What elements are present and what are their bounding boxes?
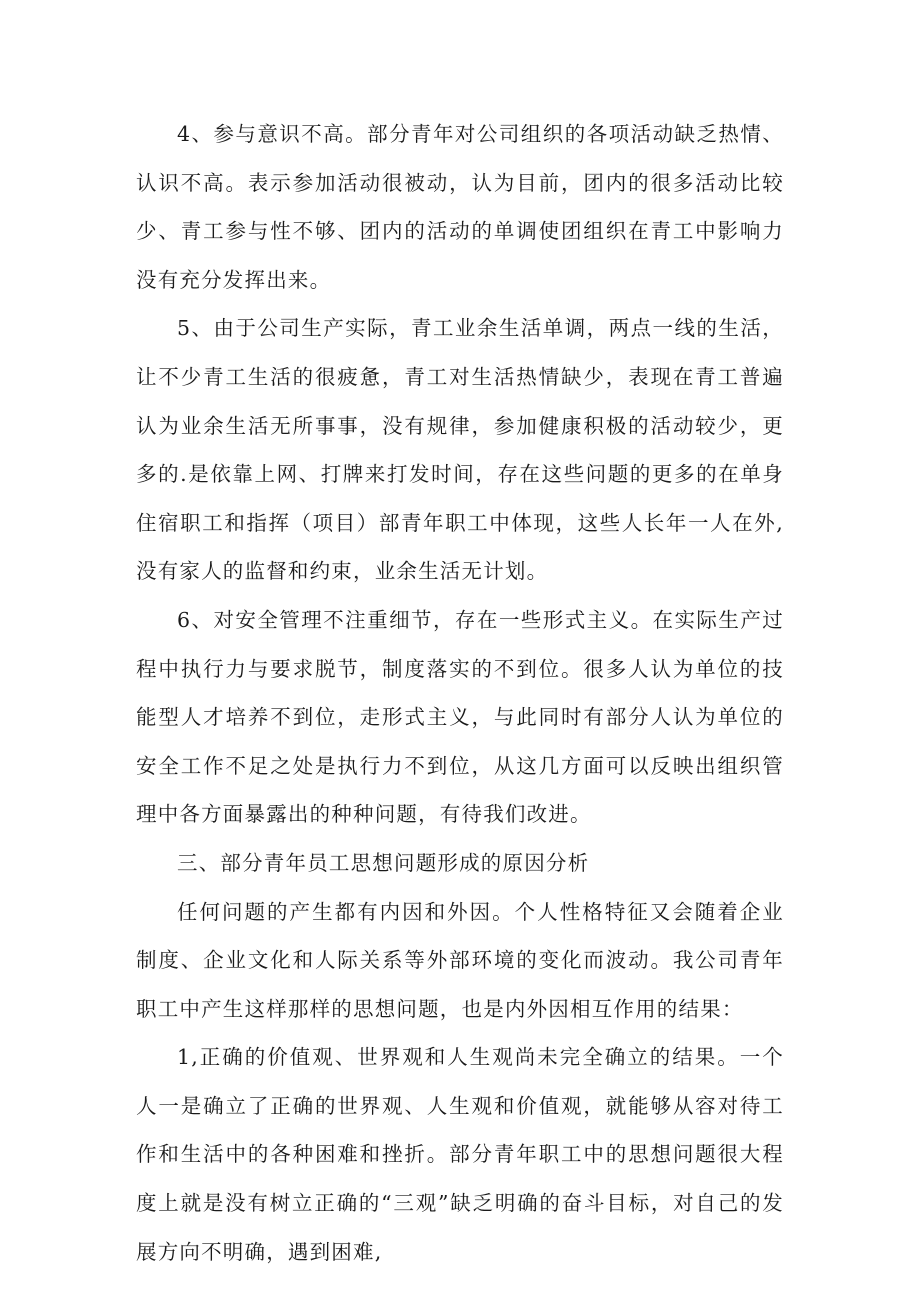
- paragraph-item-6: 6、对安全管理不注重细节，存在一些形式主义。在实际生产过程中执行力与要求脱节，制度落实的不到位。很多人认为单位的技能型人才培养不到位，走形式主义，与此同时有部分人认为单位的安全工作不足之处是执行力不到位，从这几方面可以反映出组织管理中各方面暴露出的种种问题，有待我们改进。: [136, 607, 784, 827]
- section-heading: 三、部分青年员工思想问题形成的原因分析: [177, 850, 590, 875]
- document-page: [136, 110, 784, 1276]
- paragraph-intro: 任何问题的产生都有内因和外因。个人性格特征又会随着企业制度、企业文化和人际关系等外部环境的变化而波动。我公司青年职工中产生这样那样的思想问题，也是内外因相互作用的结果：: [136, 899, 784, 1021]
- paragraph-item-5: 5、由于公司生产实际，青工业余生活单调，两点一线的生活，让不少青工生活的很疲惫，青工对生活热情缺少，表现在青工普遍认为业余生活无所事事，没有规律，参加健康积极的活动较少，更多的.是依靠上网、打牌来打发时间，存在这些问题的更多的在单身住宿职工和指挥（项目）部青年职工中体现，这些人长年一人在外,没有家人的监督和约束，业余生活无计划。: [136, 316, 784, 584]
- paragraph-cause-1: 1,正确的价值观、世界观和人生观尚未完全确立的结果。一个人一是确立了正确的世界观、人生观和价值观，就能够从容对待工作和生活中的各种困难和挫折。部分青年职工中的思想问题很大程度上就是没有树立正确的“三观”缺乏明确的奋斗目标，对自己的发展方向不明确，遇到困难,: [136, 1045, 784, 1264]
- paragraph-item-4: 4、参与意识不高。部分青年对公司组织的各项活动缺乏热情、认识不高。表示参加活动很被动，认为目前，团内的很多活动比较少、青工参与性不够、团内的活动的单调使团组织在青工中影响力没有充分发挥出来。: [136, 122, 784, 292]
